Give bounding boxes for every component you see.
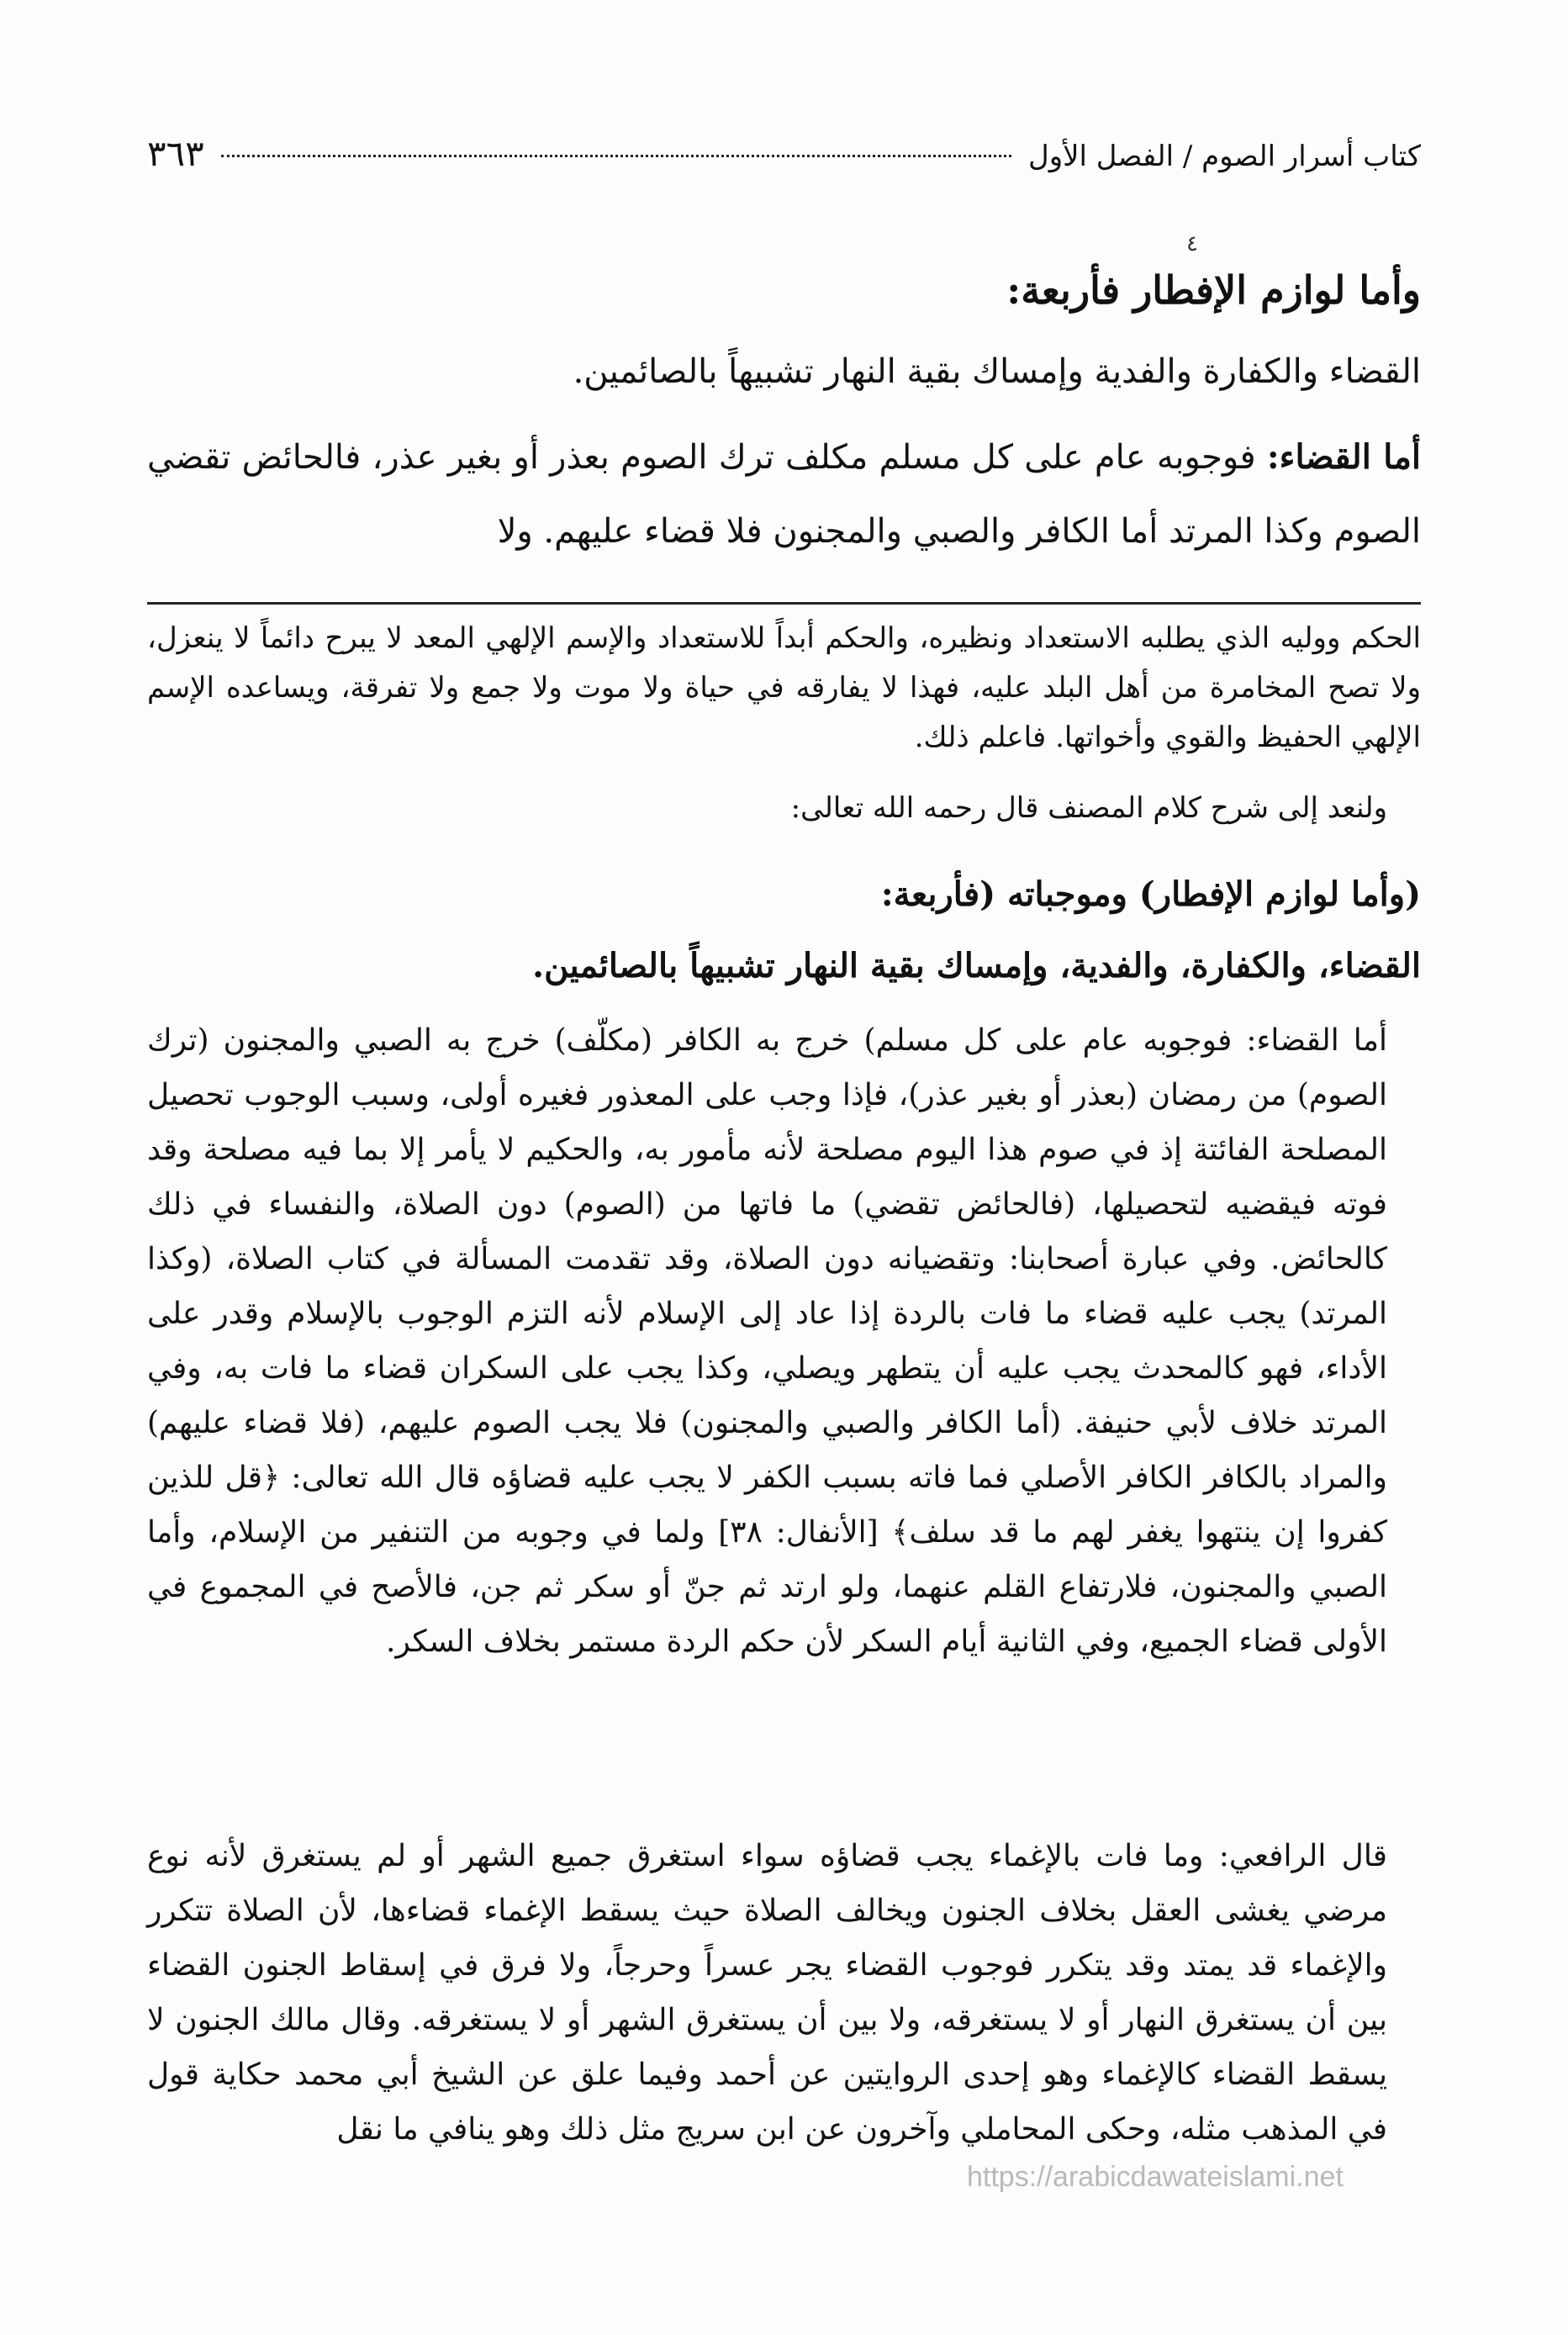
footnote-paragraph-2: ولنعد إلى شرح كلام المصنف قال رحمه الله تعالى:: [790, 791, 1387, 825]
sharh-body-2: قال الرافعي: وما فات بالإغماء يجب قضاؤه سواء استغرق جميع الشهر أو لم يستغرق لأنه نوع مرضي يغشى العقل بخلاف الجنون ويخالف الصلاة حيث يسقط الإغماء قضاءها، لأن الصلاة تتكرر والإغماء قد يمتد وقد يتكرر فوجوب القضاء يجر عسراً وحرجاً، ولا فرق في إسقاط الجنون القضاء بين أن يستغرق النهار أو لا يستغرقه، ولا بين أن يستغرق الشهر أو لا يستغرقه. وقال مالك الجنون لا يسقط القضاء كالإغماء وهو إحدى الروايتين عن أحمد وفيما علق عن الشيخ أبي محمد حكاية قول في المذهب مثله، وحكى المحاملي وآخرون عن ابن سريج مثل ذلك وهو ينافي ما نقل: [147, 1839, 1387, 2147]
sharh-body: أما القضاء: فوجوبه عام على كل مسلم) خرج به الكافر (مكلّف) خرج به الصبي والمجنون (ترك الصوم) من رمضان (بعذر أو بغير عذر)، فإذا وجب على المعذور فغيره أولى، وسبب الوجوب تحصيل المصلحة الفائتة إذ في صوم هذا اليوم مصلحة لأنه مأمور به، والحكيم لا يأمر إلا بما فيه مصلحة وقد فوته فيقضيه لتحصيلها، (فالحائض تقضي) ما فاتها من (الصوم) دون الصلاة، والنفساء في ذلك كالحائض. وفي عبارة أصحابنا: وتقضيانه دون الصلاة، وقد تقدمت المسألة في كتاب الصلاة، (وكذا المرتد) يجب عليه قضاء ما فات بالردة إذا عاد إلى الإسلام لأنه التزم الوجوب بالإسلام وقدر على الأداء، فهو كالمحدث يجب عليه أن يتطهر ويصلي، وكذا يجب على السكران قضاء ما فات به، وفي المرتد خلاف لأبي حنيفة. (أما الكافر والصبي والمجنون) فلا يجب الصوم عليهم، (فلا قضاء عليهم) والمراد بالكافر الكافر الأصلي فما فاته بسبب الكفر لا يجب عليه قضاؤه قال الله تعالى: ﴿قل للذين كفروا إن ينتهوا يغفر لهم ما قد سلف﴾ [الأنفال: ٣٨] ولما في وجوبه من التنفير من الإسلام، وأما الصبي والمجنون، فلارتفاع القلم عنهما، ولو ارتد ثم جنّ أو سكر ثم جن، فالأصح في المجموع في الأولى قضاء الجميع، وفي الثانية أيام السكر لأن حكم الردة مستمر بخلاف السكر.: [147, 1023, 1388, 1659]
matn-line-1: القضاء والكفارة والفدية وإمساك بقية النهار تشبيهاً بالصائمين.: [573, 352, 1421, 391]
matn-paragraph-2: [147, 420, 1421, 568]
sharh-heading-1: (وأما لوازم الإفطار) وموجباته (فأربعة:: [880, 874, 1421, 914]
stray-mark: ٤: [1186, 231, 1198, 256]
matn-heading: وأما لوازم الإفطار فأربعة:: [1006, 267, 1421, 313]
page-number: ٣٦٣: [147, 133, 204, 174]
matn-paragraph-2-text: فوجوبه عام على كل مسلم مكلف ترك الصوم بعذر أو بغير عذر، فالحائض تقضي الصوم وكذا المرتد أما الكافر والصبي والمجنون فلا قضاء عليهم. ولا: [147, 438, 1421, 551]
running-header: [147, 133, 1421, 192]
sharh-heading-2: القضاء، والكفارة، والفدية، وإمساك بقية النهار تشبيهاً بالصائمين.: [532, 946, 1421, 985]
matn-lead: أما القضاء:: [1266, 437, 1422, 477]
watermark-url: https://arabicdawateislami.net: [967, 2161, 1344, 2193]
header-title: كتاب أسرار الصوم / الفصل الأول: [1028, 140, 1421, 173]
dotted-leader: [221, 155, 1011, 157]
footnote-paragraph-1: الحكم ووليه الذي يطلبه الاستعداد ونظيره، والحكم أبداً للاستعداد والإسم الإلهي المعد لا يبرح دائماً لا ينعزل، ولا تصح المخامرة من أهل البلد عليه، فهذا لا يفارقه في حياة ولا موت ولا جمع ولا تفرقة، ويساعده الإسم الإلهي الحفيظ والقوي وأخواتها. فاعلم ذلك.: [147, 621, 1421, 754]
separator-line: [147, 602, 1421, 605]
